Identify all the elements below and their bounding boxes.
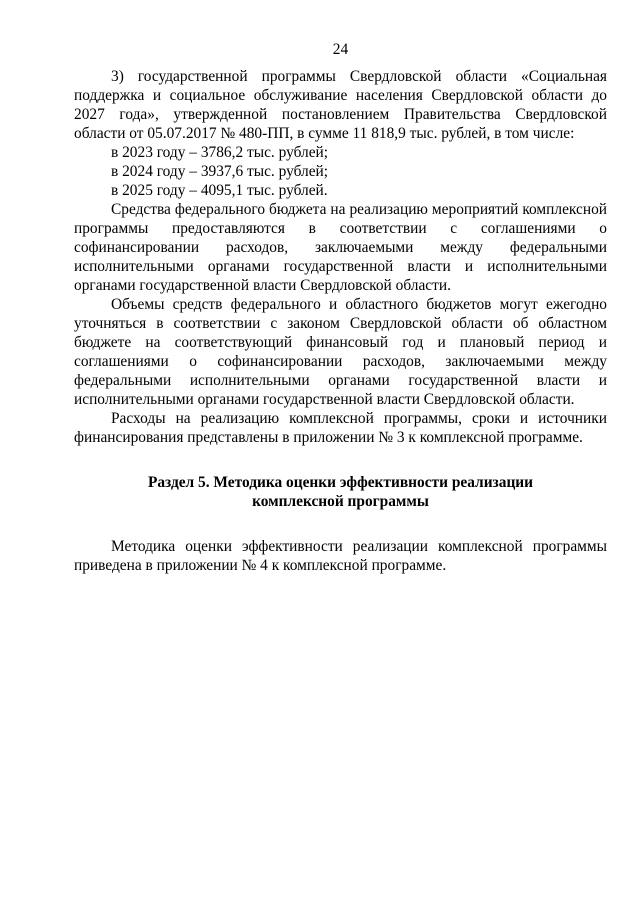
spacer (74, 511, 607, 537)
paragraph-federal-funds: Средства федерального бюджета на реализацию мероприятий комплексной программы предоставляются в соответствии с соглашениями о софинансировании расходов, заключаемыми между федеральными исполнительными органами государственной власти и исполнительными органами государственной власти Свердловской области. (74, 201, 607, 294)
paragraph-budget-volumes: Объемы средств федерального и областного бюджетов могут ежегодно уточняться в соответствии с законом Свердловской области об областном бюджете на соответствующий финансовый год и плановый период и соглашениями о софинансировании расходов, заключаемыми между федеральными исполнительными органами государственной власти и исполнительными органами государственной власти Свердловской области. (74, 296, 607, 408)
funding-2025: в 2025 году – 4095,1 тыс. рублей. (111, 182, 328, 199)
document-page (74, 40, 607, 575)
section-5-heading-line2: комплексной программы (252, 493, 429, 510)
section-5-heading (74, 473, 607, 511)
paragraph-expenses: Расходы на реализацию комплексной программы, сроки и источники финансирования представлены в приложении № 3 к комплексной программе. (74, 410, 607, 446)
funding-2023: в 2023 году – 3786,2 тыс. рублей; (111, 144, 329, 161)
paragraph-methodology: Методика оценки эффективности реализации комплексной программы приведена в приложении № 4 к комплексной программе. (74, 538, 607, 574)
section-5-heading-line1: Раздел 5. Методика оценки эффективности реализации (147, 474, 534, 491)
paragraph-state-program: 3) государственной программы Свердловской области «Социальная поддержка и социальное обслуживание населения Свердловской области до 2027 года», утвержденной постановлением Правительства Свердловской области от 05.07.2017 № 480-ПП, в сумме 11 818,9 тыс. рублей, в том числе: (74, 68, 607, 142)
page-number: 24 (332, 41, 349, 58)
funding-2024: в 2024 году – 3937,6 тыс. рублей; (111, 163, 329, 180)
